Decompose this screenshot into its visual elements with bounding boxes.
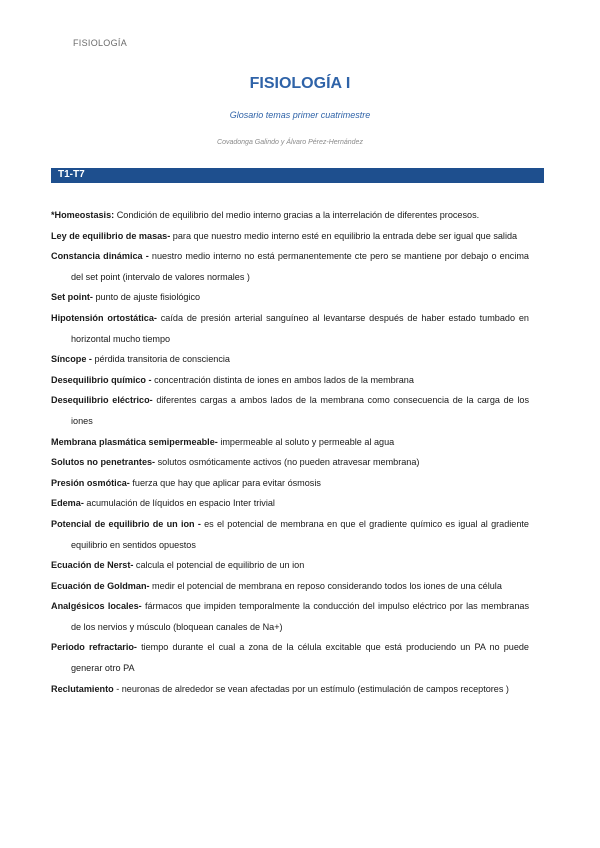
glossary-term: Desequilibrio químico - — [51, 374, 152, 385]
glossary-entry — [51, 596, 529, 637]
glossary-entry — [51, 576, 529, 597]
running-header: FISIOLOGÍA — [73, 38, 128, 48]
glossary-definition: Condición de equilibrio del medio interno gracias a la interrelación de diferentes procesos. — [114, 210, 480, 220]
glossary-definition: - neuronas de alrededor se vean afectadas por un estímulo (estimulación de campos receptores ) — [113, 683, 509, 694]
document-title: FISIOLOGÍA I — [249, 75, 351, 92]
glossary-entry — [51, 287, 529, 308]
glossary-term: Desequilibrio eléctrico- — [51, 395, 153, 406]
glossary-term: Periodo refractario- — [51, 642, 137, 653]
glossary-term: Hipotensión ortostática- — [51, 312, 157, 323]
glossary-definition: medir el potencial de membrana en reposo considerando todos los iones de una célula — [149, 580, 502, 591]
glossary-entry — [51, 205, 529, 226]
glossary-entry — [51, 637, 529, 678]
glossary-entry — [51, 226, 529, 247]
glossary-definition: pérdida transitoria de consciencia — [91, 354, 230, 365]
glossary-definition: impermeable al soluto y permeable al agua — [217, 436, 395, 447]
glossary-definition: tiempo durante el cual a zona de la célula excitable que está produciendo un PA no puede generar otro PA — [71, 642, 529, 674]
glossary-entry — [51, 390, 529, 431]
section-label: T1-T7 — [58, 169, 85, 180]
glossary-term: Ecuación de Goldman- — [51, 580, 150, 591]
document-subtitle: Glosario temas primer cuatrimestre — [229, 110, 371, 120]
glossary-definition: caída de presión arterial sanguíneo al levantarse después de haber estado tumbado en horizontal mucho tiempo — [71, 312, 529, 344]
glossary-definition: es el potencial de membrana en que el gradiente químico es igual al gradiente equilibrio en sentidos opuestos — [71, 518, 529, 550]
glossary-term: Ley de equilibrio de masas- — [51, 230, 171, 241]
glossary-entry — [51, 370, 529, 391]
document-authors: Covadonga Galindo y Álvaro Pérez-Hernández — [217, 139, 363, 146]
glossary-definition: fuerza que hay que aplicar para evitar ósmosis — [129, 477, 321, 488]
glossary-definition: fármacos que impiden temporalmente la conducción del impulso eléctrico por las membranas de los nervios y músculo (bloquean canales de Na+) — [71, 601, 529, 632]
glossary-entry — [51, 452, 529, 473]
glossary-entry — [51, 432, 529, 453]
glossary-term: Ecuación de Nerst- — [51, 560, 134, 571]
glossary-entry — [51, 308, 529, 349]
glossary-definition: solutos osmóticamente activos (no pueden atravesar membrana) — [155, 457, 420, 468]
glossary-entry — [51, 493, 529, 514]
glossary-definition: diferentes cargas a ambos lados de la membrana como consecuencia de la carga de los iones — [71, 395, 529, 426]
glossary-term: Síncope - — [51, 354, 92, 365]
glossary-term: Potencial de equilibrio de un ion - — [51, 518, 201, 529]
glossary-term: Solutos no penetrantes- — [51, 457, 156, 468]
glossary-entry — [51, 473, 529, 494]
glossary-entry — [51, 514, 529, 555]
glossary-definition: calcula el potencial de equilibrio de un ion — [133, 560, 305, 571]
glossary-term: Constancia dinámica - — [51, 251, 149, 262]
glossary-definition: punto de ajuste fisiológico — [92, 292, 201, 303]
glossary-definition: para que nuestro medio interno esté en equilibrio la entrada debe ser igual que salida — [170, 230, 518, 241]
glossary-term: *Homeostasis: — [51, 210, 115, 220]
glossary-definition: concentración distinta de iones en ambos lados de la membrana — [151, 374, 414, 385]
glossary-term: Set point- — [51, 292, 93, 303]
glossary-term: Reclutamiento — [51, 683, 114, 694]
glossary-definition: acumulación de líquidos en espacio Inter trivial — [83, 498, 275, 509]
glossary-term: Analgésicos locales- — [51, 601, 142, 612]
glossary-entry — [51, 555, 529, 576]
glossary-entry — [51, 679, 529, 700]
section-header-bar — [51, 168, 544, 183]
glossary-term: Edema- — [51, 498, 84, 509]
glossary-term: Membrana plasmática semipermeable- — [51, 436, 218, 447]
glossary-list — [51, 205, 529, 699]
glossary-entry — [51, 349, 529, 370]
glossary-term: Presión osmótica- — [51, 477, 130, 488]
glossary-entry — [51, 246, 529, 287]
glossary-definition: nuestro medio interno no está permanentemente cte pero se mantiene por debajo o encima del set point (intervalo de valores normales ) — [71, 251, 529, 282]
